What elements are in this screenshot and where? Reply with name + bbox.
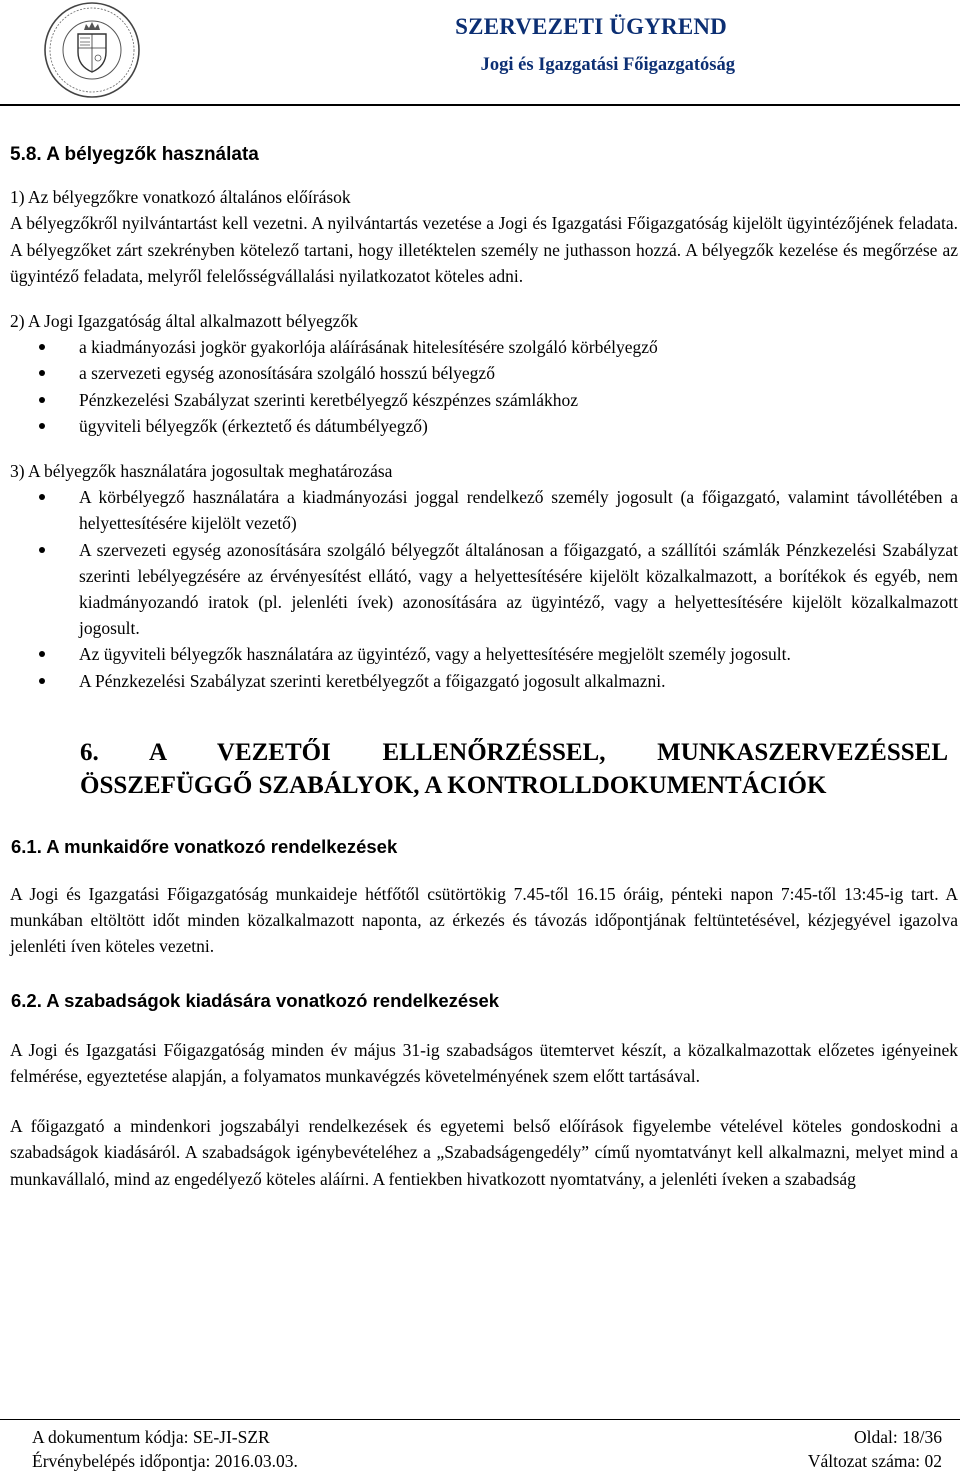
- effective-date: Érvénybelépés időpontja: 2016.03.03.: [32, 1451, 298, 1471]
- list-item: A Pénzkezelési Szabályzat szerinti keretbélyegzőt a főigazgató jogosult alkalmazni.: [10, 668, 958, 694]
- footer-divider: [0, 1419, 960, 1420]
- bullet-icon: [39, 397, 45, 403]
- authorization-list: [10, 484, 958, 694]
- section-6-2-text-2: A főigazgató a mindenkori jogszabályi rendelkezések és egyetemi belső előírások figyelembe vételével köteles gondoskodni a szabadságok kiadásáról. A szabadságok igénybevételéhez a „Szabadságengedély” című nyomtatványt kell alkalmazni, melyet mind a munkavállaló, mind az engedélyező köteles aláírni. A fentiekben hivatkozott nyomtatvány, a jelenléti íveken a szabadság: [10, 1116, 958, 1189]
- subsection-2-heading: 2) A Jogi Igazgatóság által alkalmazott bélyegzők: [10, 311, 358, 332]
- section-6-1-text: A Jogi és Igazgatási Főigazgatóság munkaideje hétfőtől csütörtökig 7.45-től 16.15 óráig, pénteki napon 7:45-től 13:45-ig tart. A munkában eltöltött időt minden közalkalmazott naponta, az érkezés és távozás időpontjának feltüntetésével, kézjegyével igazolva jelenléti íven köteles vezetni.: [10, 884, 958, 957]
- chapter-title-line: ÖSSZEFÜGGŐ SZABÁLYOK, A KONTROLLDOKUMENTÁCIÓK: [80, 771, 827, 799]
- bullet-icon: [39, 370, 45, 376]
- list-item: a kiadmányozási jogkör gyakorlója aláírásának hitelesítésére szolgáló körbélyegző: [10, 334, 958, 360]
- section-6-2-title: 6.2. A szabadságok kiadására vonatkozó rendelkezések: [11, 989, 500, 1011]
- list-item: a szervezeti egység azonosítására szolgáló hosszú bélyegző: [10, 360, 958, 386]
- university-seal-icon: [36, 0, 148, 100]
- list-item: ügyviteli bélyegzők (érkeztető és dátumbélyegző): [10, 413, 958, 439]
- subsection-1-heading: 1) Az bélyegzőkre vonatkozó általános előírások: [10, 187, 351, 208]
- document-body: [10, 142, 958, 1192]
- bullet-icon: [39, 344, 45, 350]
- header-divider: [0, 104, 960, 106]
- bullet-icon: [39, 651, 45, 657]
- bullet-icon: [39, 547, 45, 553]
- bullet-icon: [39, 423, 45, 429]
- list-item: Az ügyviteli bélyegzők használatára az ügyintéző, vagy a helyettesítésére megjelölt személy jogosult.: [10, 641, 958, 667]
- version-number: Változat száma: 02: [807, 1451, 942, 1471]
- bullet-icon: [39, 678, 45, 684]
- list-item: A szervezeti egység azonosítására szolgáló bélyegzőt általánosan a főigazgató, a szállítói számlák Pénzkezelési Szabályzat szerinti lebélyegzésére az érvényesítést ellátó, vagy a helyettesítésére kijelölt közalkalmazott, a borítékok és egyéb, nem kiadmányozandó iratok (pl. jelenléti ívek) azonosítására az ügyintéző, vagy a helyettesítésére kijelölt közalkalmazott jogosult.: [10, 537, 958, 642]
- bullet-icon: [39, 494, 45, 500]
- list-item: Pénzkezelési Szabályzat szerinti keretbélyegző készpénzes számlákhoz: [10, 387, 958, 413]
- document-code: A dokumentum kódja: SE-JI-SZR: [32, 1427, 270, 1447]
- subsection-1-text: A bélyegzőkről nyilvántartást kell vezetni. A nyilvántartás vezetése a Jogi és Igazgatási Főigazgatóság kijelölt ügyintézőjének feladata. A bélyegzőket zárt szekrényben kötelező tartani, hogy illetéktelen személy ne juthasson hozzá. A bélyegzők kezelése és megőrzése az ügyintéző feladata, melyről felelősségvállalási nyilatkozatot köteles adni.: [10, 213, 958, 286]
- list-item: A körbélyegző használatára a kiadmányozási joggal rendelkező személy jogosult (a főigazgató, valamint távollétében a helyettesítésére kijelölt vezető): [10, 484, 958, 536]
- section-6-2-text-1: A Jogi és Igazgatási Főigazgatóság minden év május 31-ig szabadságos ütemtervet készít, a közalkalmazottak előzetes igényeinek felmérése, egyeztetése alapján, a folyamatos munkavégzés követelményének szem előtt tartásával.: [10, 1039, 958, 1087]
- document-title: SZERVEZETI ÜGYREND: [455, 14, 727, 39]
- page-number: Oldal: 18/36: [854, 1427, 942, 1447]
- chapter-title-line: 6. A VEZETŐI ELLENŐRZÉSSEL, MUNKASZERVEZÉSSEL: [80, 738, 948, 766]
- page-footer: [0, 1419, 960, 1475]
- department-name: Jogi és Igazgatási Főigazgatóság: [480, 55, 735, 75]
- chapter-6-title: [10, 736, 958, 802]
- subsection-3-heading: 3) A bélyegzők használatára jogosultak meghatározása: [10, 461, 393, 482]
- section-5-8-title: 5.8. A bélyegzők használata: [10, 144, 259, 165]
- stamp-list: [10, 334, 958, 439]
- page-header: [0, 0, 960, 100]
- section-6-1-title: 6.1. A munkaidőre vonatkozó rendelkezések: [11, 835, 398, 857]
